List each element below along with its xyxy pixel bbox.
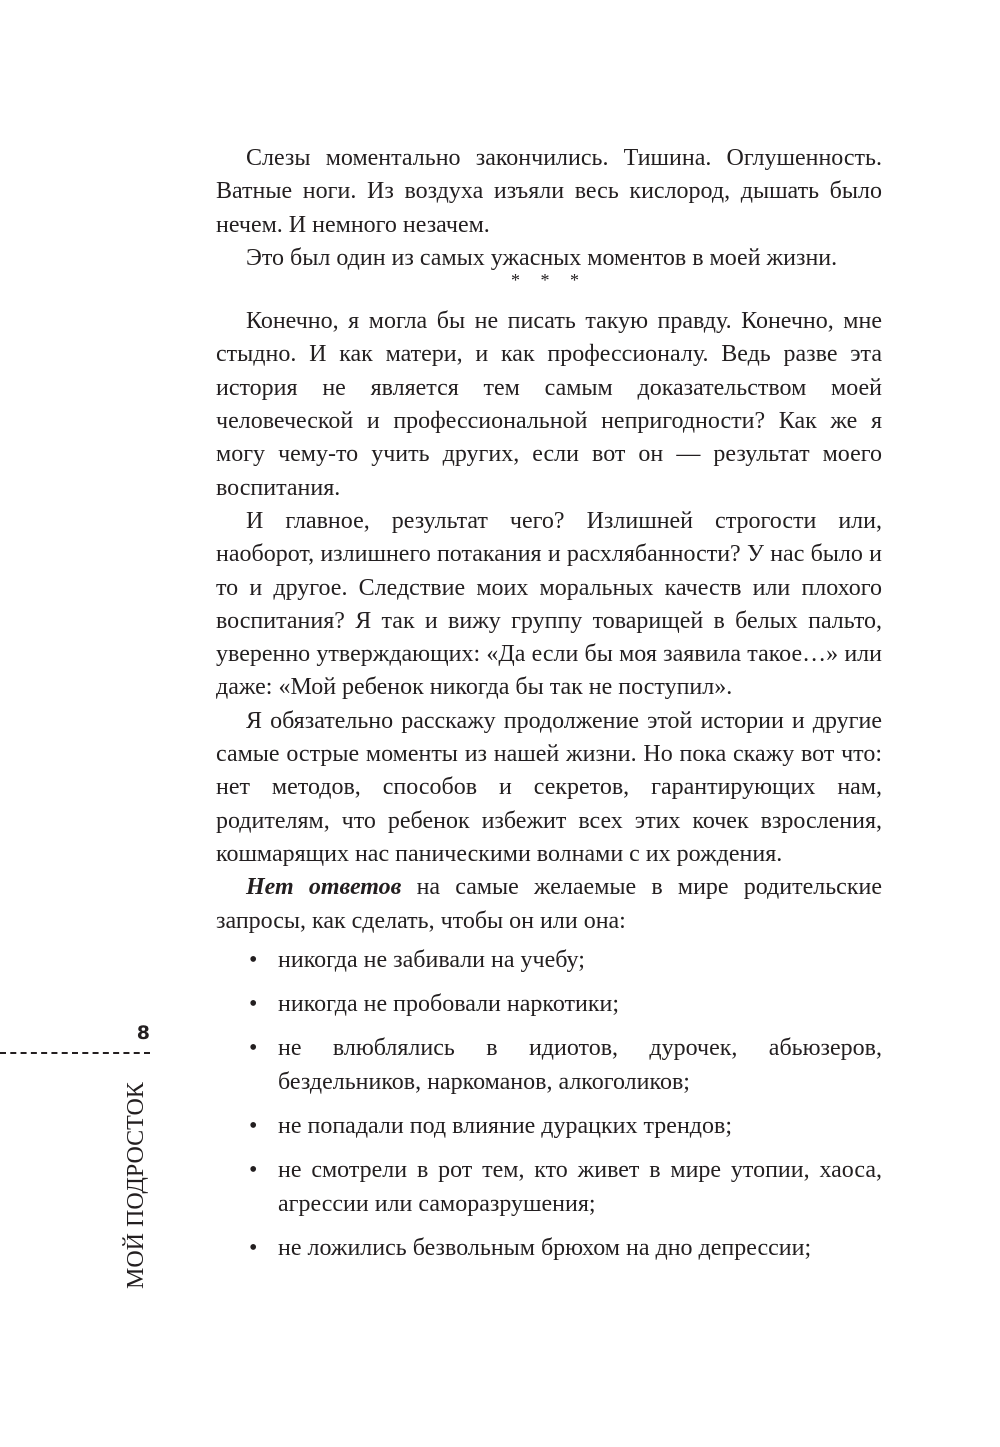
emphasis-no-answers: Нет ответов [246,874,402,901]
list-item-text: не влюблялись в идиотов, дурочек, абьюзеров, бездельников, наркоманов, алкоголиков; [278,1035,882,1095]
paragraph-truth: Конечно, я могла бы не писать такую правду. Конечно, мне стыдно. И как матери, и как профессионалу. Ведь разве эта история не является тем самым доказательством моей человеческой и профессиональной непригодности? Как же я могу чему-то учить других, если вот он — результат моего воспитания. [216,308,882,501]
section-separator: * * * [511,270,587,291]
bullet-icon: • [249,1157,258,1184]
bullet-icon: • [249,991,258,1018]
page-number: 8 [136,1022,150,1044]
paragraph-result: И главное, результат чего? Излишней строгости или, наоборот, излишнего потакания и расхлябанности? У нас было и то и другое. Следствие моих моральных качеств или плохого воспитания? Я так и вижу группу товарищей в белых пальто, уверенно утверждающих: «Да если бы моя заявила такое…» или даже: «Мой ребенок никогда бы так не поступил». [216,507,882,701]
list-item [216,944,882,977]
page-body-text [216,142,882,1276]
list-item [216,988,882,1021]
list-item-text: никогда не пробовали наркотики; [278,991,620,1018]
running-title-text: МОЙ ПОДРОСТОК [123,1082,149,1289]
paragraph-tears: Слезы моментально закончились. Тишина. Оглушенность. Ватные ноги. Из воздуха изъяли весь кислород, дышать было нечем. И немного незачем. [216,145,882,238]
bullet-icon: • [249,946,258,973]
list-item [216,1232,882,1265]
list-item-text: не попадали под влияние дурацких трендов; [278,1113,733,1140]
paragraph-no-answers-rest: на самые желаемые в мире родительские запросы, как сделать, чтобы он или она: [216,874,882,934]
paragraph-no-answers [216,871,882,938]
paragraph-worst-moment: Это был один из самых ужасных моментов в моей жизни. [246,244,838,271]
bullet-icon: • [249,1234,258,1261]
list-item-text: не ложились безвольным брюхом на дно депрессии; [278,1234,812,1261]
margin-dashed-divider [0,1052,150,1054]
list-item [216,1110,882,1143]
list-item [216,1154,882,1221]
paragraph-continuation: Я обязательно расскажу продолжение этой истории и другие самые острые моменты из нашей жизни. Но пока скажу вот что: нет методов, способов и секретов, гарантирующих нам, родителям, что ребенок избежит всех этих кочек взросления, кошмарящих нас паническими волнами с их рождения. [216,707,882,867]
bullet-icon: • [249,1035,258,1062]
bullet-icon: • [249,1113,258,1140]
list-item-text: не смотрели в рот тем, кто живет в мире утопии, хаоса, агрессии или саморазрушения; [278,1157,882,1217]
list-item-text: никогда не забивали на учебу; [278,946,585,973]
wishes-list [216,944,882,1265]
running-title [122,1083,152,1289]
list-item [216,1032,882,1099]
